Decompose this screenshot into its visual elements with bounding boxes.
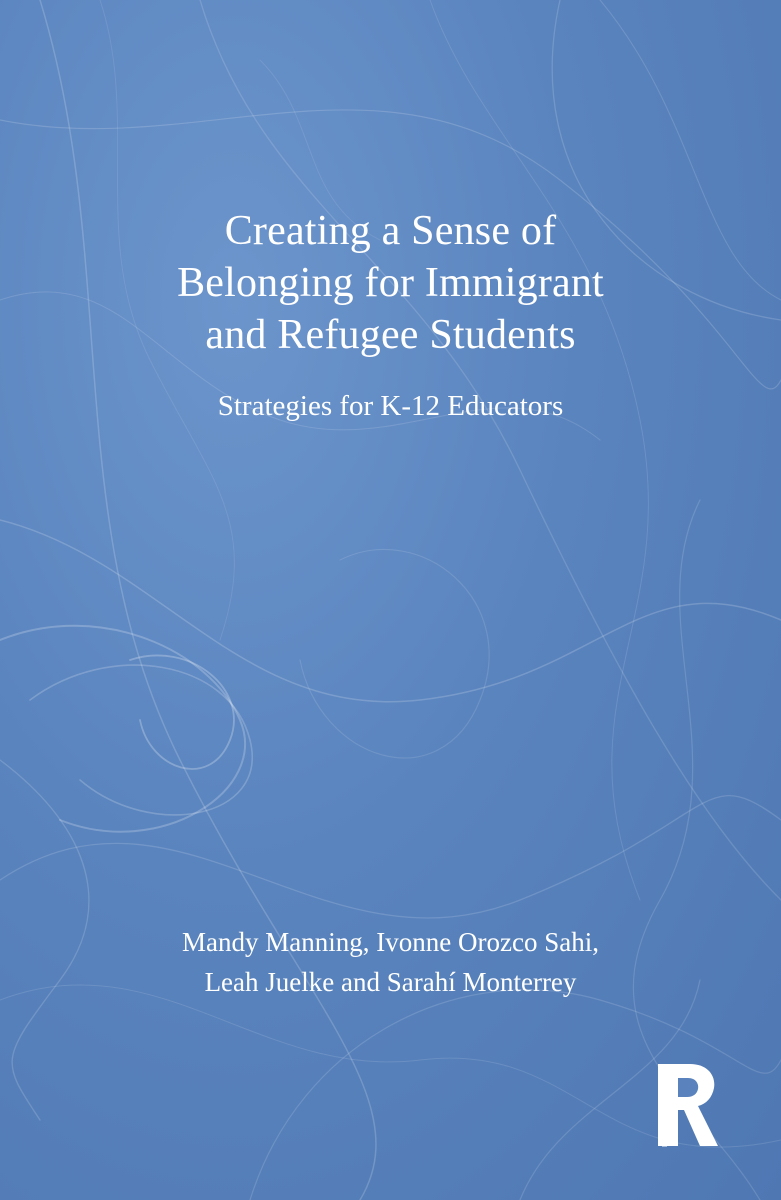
book-authors [0,922,781,1002]
title-line-3: and Refugee Students [205,312,576,358]
title-line-1: Creating a Sense of [224,208,557,254]
title-line-2: Belonging for Immigrant [177,260,604,306]
book-title [0,205,781,361]
publisher-name: ROUTLEDGE [662,1097,669,1147]
book-subtitle: Strategies for K-12 Educators [217,390,564,422]
author-line-2: Leah Juelke and Sarahí Monterrey [204,967,577,997]
author-line-1: Mandy Manning, Ivonne Orozco Sahi, [182,927,599,957]
